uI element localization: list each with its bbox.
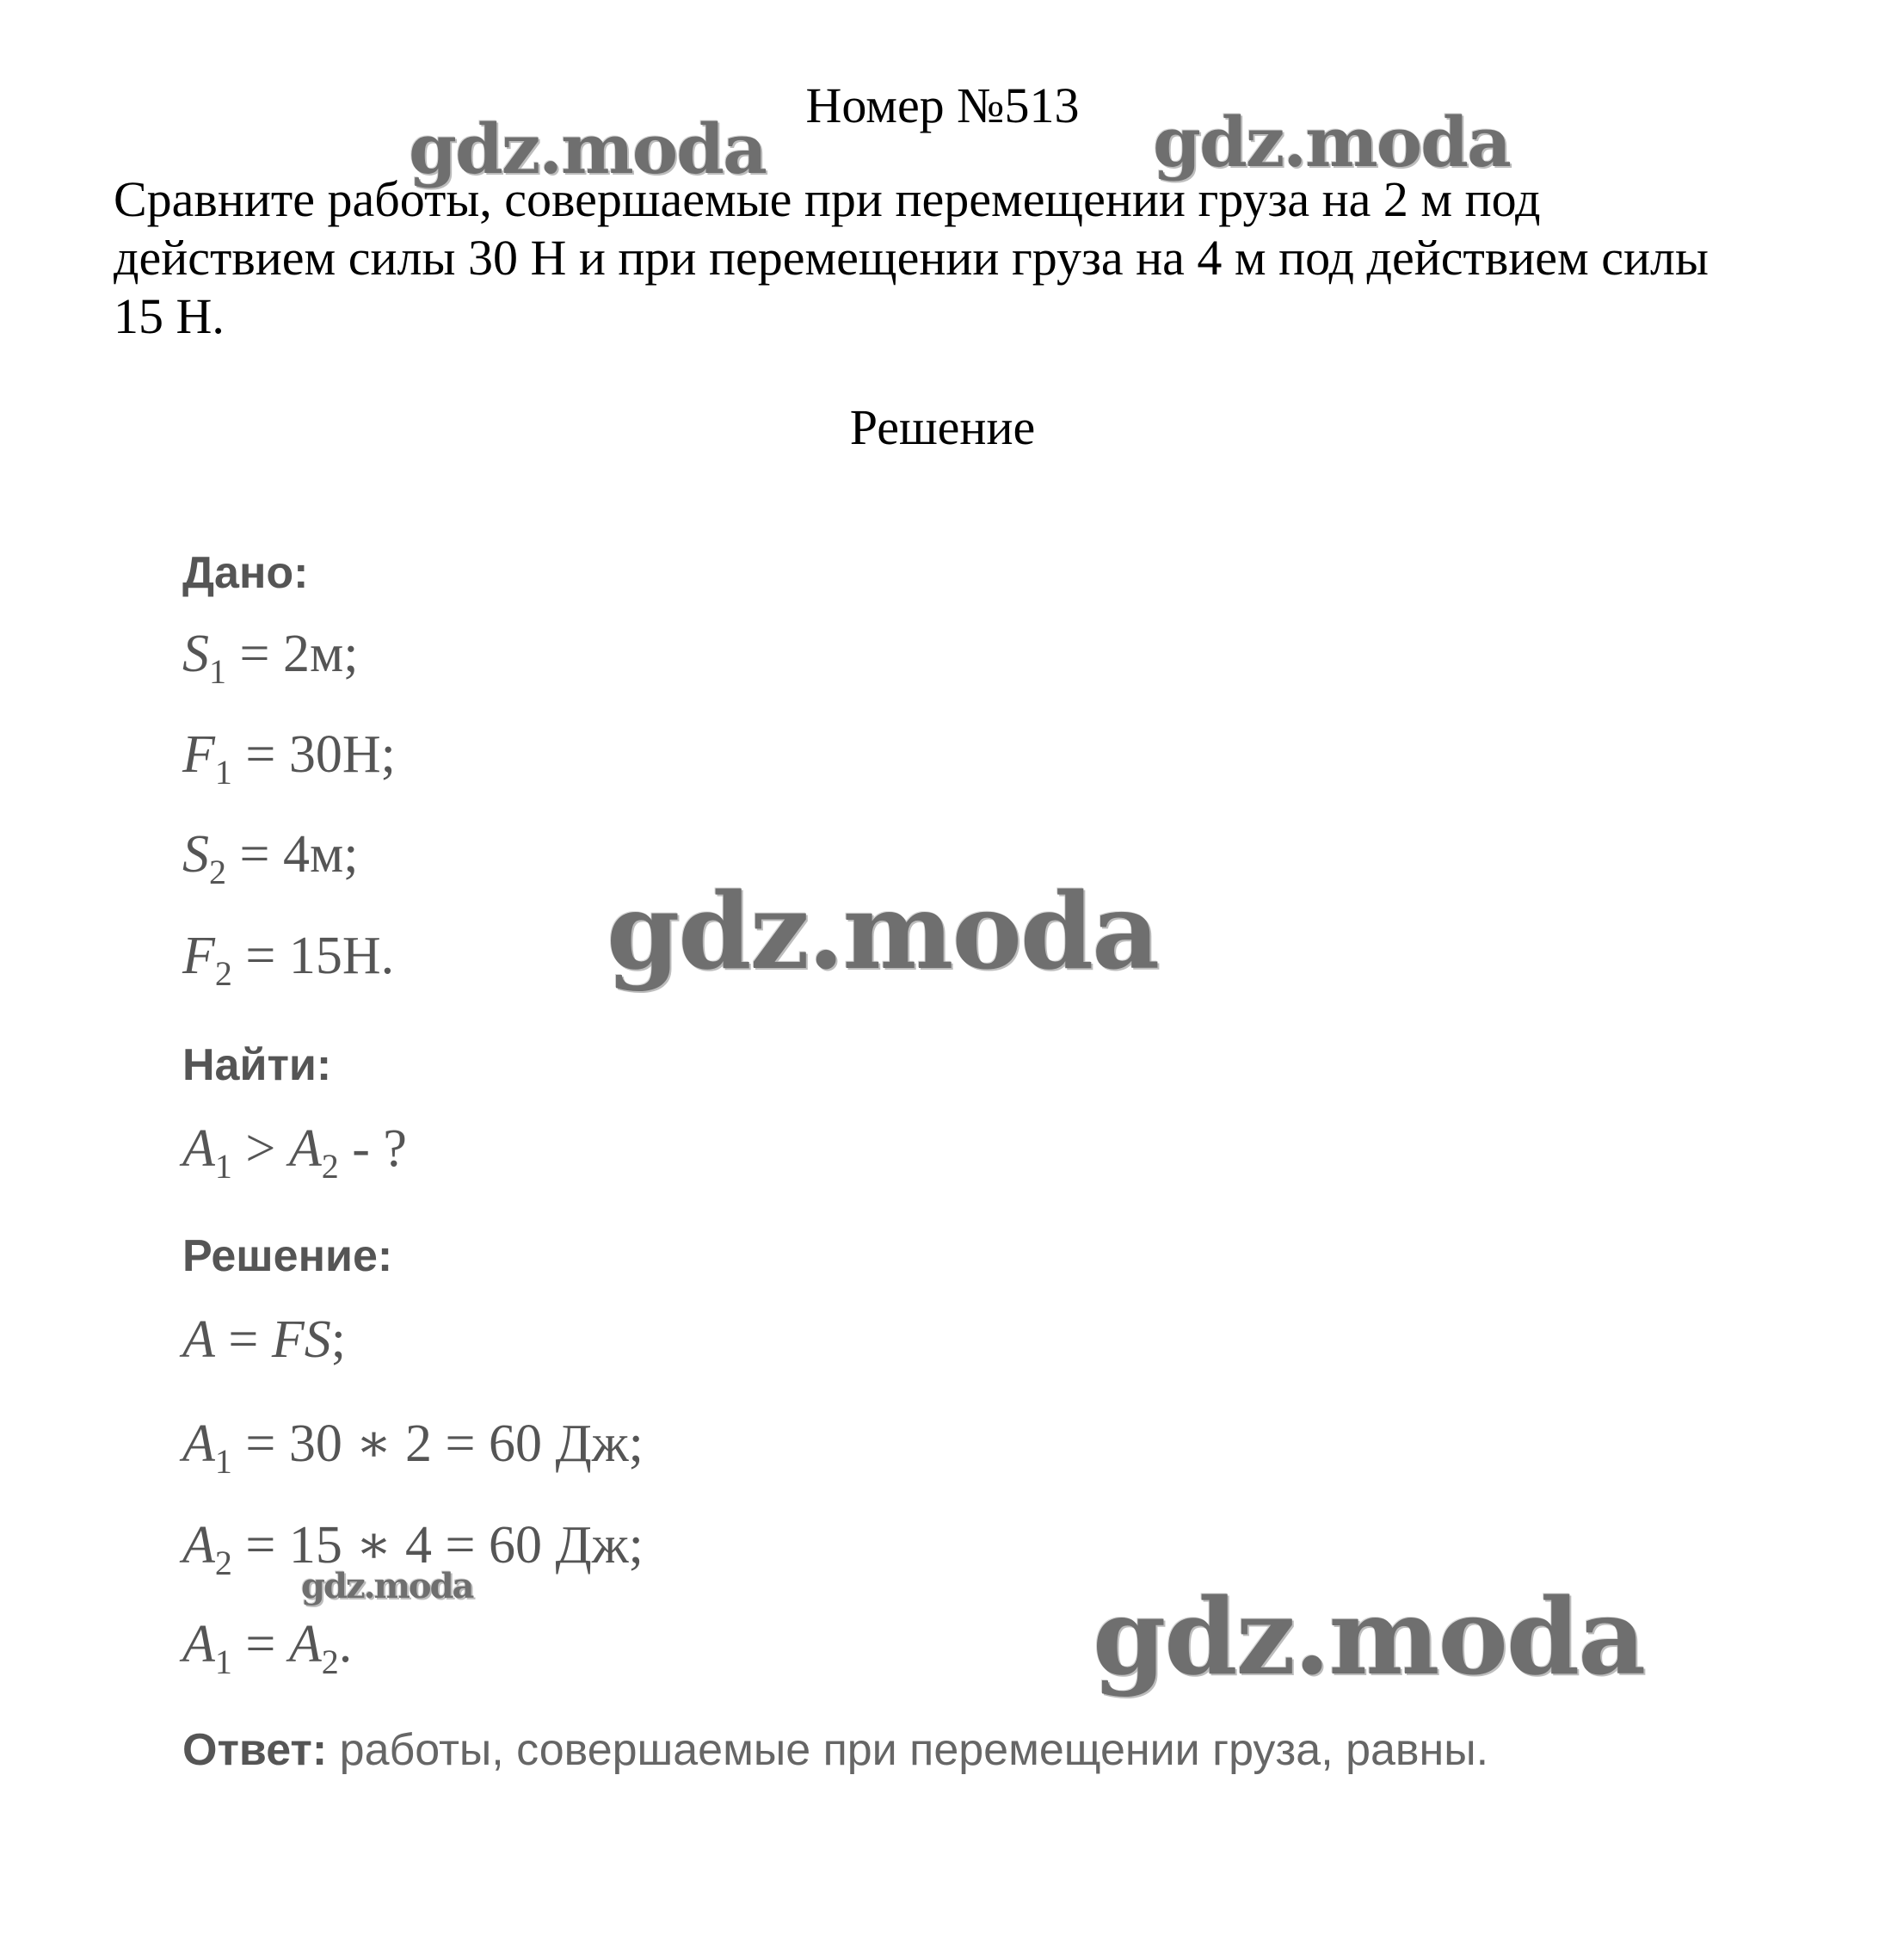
answer [182,1724,1488,1776]
answer-label: Ответ: [182,1725,328,1775]
solution-heading: Решение [849,399,1036,455]
watermark: gdz.moda [301,1566,473,1606]
calc-a1: $A_1 = 30$ ∗ 2 = 60 Дж; [182,1415,644,1481]
given-s2: $S_2 = 4м$; [182,825,359,891]
find-expression: $A_1 > A_2$ - ? [182,1119,407,1186]
given-s1: $S_1 = 2м$; [182,625,359,691]
watermark: gdz.moda [409,108,766,189]
page-title: Номер №513 [805,77,1080,133]
solution-label: Решение: [182,1231,393,1281]
conclusion: $A_1 = A_2$. [182,1615,353,1681]
watermark: gdz.moda [1093,1575,1645,1698]
given-label: Дано: [182,548,309,598]
calc-a2: $A_2 = 15$ ∗ 4 = 60 Дж; [182,1516,644,1582]
given-f1: $F_1 = 30Н$; [182,725,396,792]
watermark: gdz.moda [607,869,1159,993]
given-f2: $F_2 = 15Н$. [182,927,395,993]
formula-work: A = FS; [182,1310,346,1369]
watermark: gdz.moda [1153,102,1510,182]
answer-text: работы, совершаемые при перемещении груза, равны. [327,1725,1489,1775]
find-label: Найти: [182,1040,332,1090]
task-text: Сравните работы, совершаемые при перемещении груза на 2 м под действием силы 30 Н и при перемещении груза на 4 м под действием силы 15 Н. [114,171,1709,344]
